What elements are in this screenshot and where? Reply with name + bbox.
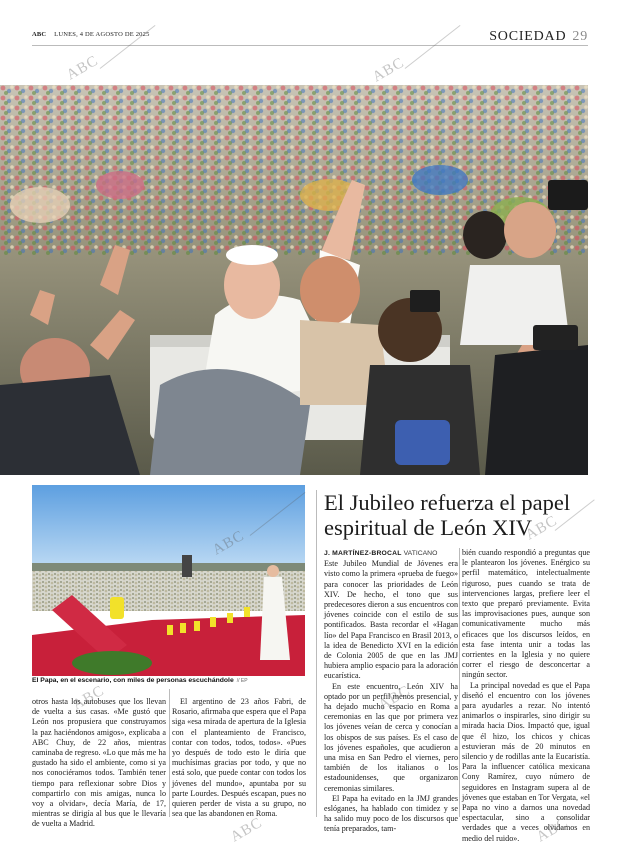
main-photo [0,85,588,475]
watermark: ABC [534,814,572,846]
main-photo-illustration [0,85,588,475]
issue-date: LUNES, 4 DE AGOSTO DE 2025 [54,31,150,38]
paragraph: El argentino de 23 años Fabri, de Rosario, afirmaba que espera que el Papa siga «esa mirada de apertura de la Iglesia con el planteamiento de Francisco, contar con todos, todos, todos». «Pues yo después de todo esto le diría que muchísimas gracias por todo, y que no está solo, que puede contar con todos los jóvenes del mundo», apuntaba por su parte Lourdes. Después escapan, pues no quieren perder de vista a su grupo, no sea que las abandonen en Roma. [172,697,306,819]
column-rule [169,689,170,817]
byline: J. MARTÍNEZ-BROCAL [324,550,402,557]
article-column-right [462,548,590,844]
watermark: ABC [376,682,414,714]
photo-caption [32,677,248,684]
section-name: SOCIEDAD [489,29,567,44]
paragraph: La principal novedad es que el Papa diseñó el encuentro con los jóvenes para ayudarles a rezar. No intentó animarlos o inspirarles, sino dirigir su mirada hacia Dios. Impactó que, igual que él hizo, los chicos y chicas estuvieran más de 20 minutos en silencio y de rodillas ante la Eucaristía. Para la influencer católica mexicana Cony Ramírez, cuyo número de seguidores en Instagram supera al de jóvenes que estaban en Tor Vergata, «el Papa no vino a darnos una novedad espectacular, sino a consolidar verdades que a veces olvidamos en medio del ruido». [462,680,590,843]
watermark: ABC [70,682,108,714]
top-rule [32,45,588,46]
page-number: 29 [572,29,588,44]
paragraph: otros hasta los autobuses que los llevan de vuelta a sus casas. «Me gustó que León nos propusiera que construyamos la paz haciéndonos amigos», explicaba a ABC Chuy, de 22 años, mientras caminaba de regreso. «Lo que más me ha gustado ha sido el ambiente, como si ya nos conociéramos todos. También tener tiempo para reflexionar sobre Dios y compartirlo con mis amigas, nunca lo voy a olvidar», decía María, de 17, mientras se dirigía al bus que le llevaría de vuelta a Madrid. [32,697,166,829]
watermark: ABC [370,54,408,86]
section-header [489,29,588,45]
watermark: ABC [210,527,248,559]
column-rule [316,490,317,817]
article-headline: El Jubileo refuerza el papel espiritual de León XIV [324,490,571,540]
watermark: ABC [64,52,102,84]
masthead-left [32,31,150,38]
paper-name: ABC [32,31,47,38]
watermark: ABC [228,814,266,846]
article-column-center [172,697,306,819]
paragraph: bién cuando respondió a preguntas que le plantearon los jóvenes. Enérgico su perfil matemático, intelectualmente riguroso, pues cuando se trata de intervenciones largas, prefiere leer el texto que preparó previamente. Evita las improvisaciones pues, aunque son comunicativamente mucho más eficaces que los discursos leídos, en esta fase intenta unir a todas las corrientes en la Iglesia y no quiere correr el riesgo de desconcertar a ningún sector. [462,548,590,680]
watermark: ABC [523,512,561,544]
paragraph: Este Jubileo Mundial de Jóvenes era visto como la primera «prueba de fuego» para conocer las prioridades de León XIV. De hecho, el tono que sus predecesores dieron a sus encuentros con jóvenes coincide con el estilo de sus pontificados. Basta recordar el «Hagan lío» del Papa Francisco en Brasil 2013, o la idea de Benedicto XVI en la edición de Colonia 2005 de que en las JMJ hubiera amplio espacio para la adoración eucarística. [324,559,458,681]
photo-credit: // EP [236,678,248,684]
caption-text: El Papa, en el escenario, con miles de personas escuchándole [32,677,234,684]
watermark-line [405,25,461,69]
article-column-left [32,697,166,830]
inset-photo-illustration [32,485,305,676]
byline-location: VATICANO [403,550,438,557]
byline-paragraph [324,548,458,559]
paragraph: En este encuentro, León XIV ha optado por un perfil menos presencial, y ha dejado mucho espacio en Roma a ceremonias en las que por primera vez los jóvenes veían de cerca y conocían a los obispos de sus países. Es el caso de los jóvenes españoles, que acudieron a una misa en San Pedro el viernes, pero también de los italianos o los estadounidenses, que organizaron ceremonias similares. [324,681,458,793]
paragraph: El Papa ha evitado en la JMJ grandes eslóganes, ha hablado con timidez y se ha salido muy poco de los discursos que tenía preparados, tam- [324,793,458,834]
column-rule [459,548,460,817]
inset-photo [32,485,305,676]
